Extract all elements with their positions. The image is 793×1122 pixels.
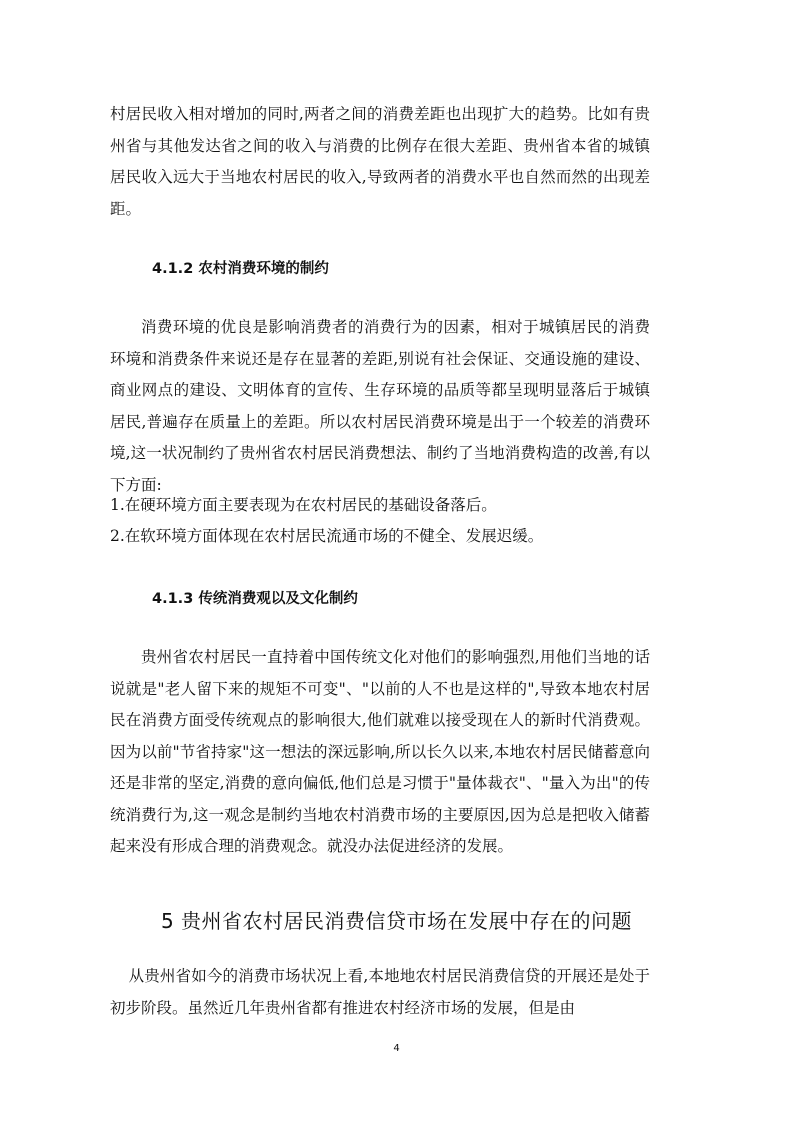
section-heading-4-1-2: 4.1.2 农村消费环境的制约 bbox=[152, 261, 329, 277]
chapter-5-paragraph: 从贵州省如今的消费市场状况上看,本地地农村居民消费信贷的开展还是处于初步阶段。虽然近几年贵州省都有推进农村经济市场的发展，但是由 bbox=[110, 967, 650, 1017]
list-item-soft-environment: 2.在软环境方面体现在农村居民流通市场的不健全、发展迟缓。 bbox=[110, 527, 544, 545]
section-heading-4-1-3: 4.1.3 传统消费观以及文化制约 bbox=[152, 591, 358, 607]
continued-paragraph: 村居民收入相对增加的同时,两者之间的消费差距也出现扩大的趋势。比如有贵州省与其他发达省之间的收入与消费的比例存在很大差距、贵州省本省的城镇居民收入远大于当地农村居民的收入,导致两者的消费水平也自然而然的出现差距。 bbox=[110, 105, 650, 218]
section-4-1-3-paragraph: 贵州省农村居民一直持着中国传统文化对他们的影响强烈,用他们当地的话说就是"老人留下来的规矩不可变"、"以前的人不也是这样的",导致本地农村居民在消费方面受传统观点的影响很大,他们就难以接受现在人的新时代消费观。因为以前"节省持家"这一想法的深远影响,所以长久以来,本地农村居民储蓄意向还是非常的坚定,消费的意向偏低,他们总是习惯于"量体裁衣"、"量入为出"的传统消费行为,这一观念是制约当地农村消费市场的主要原因,因为总是把收入储蓄起来没有形成合理的消费观念。就没办法促进经济的发展。 bbox=[110, 648, 650, 855]
chapter-5-heading: 5 贵州省农村居民消费信贷市场在发展中存在的问题 bbox=[160, 909, 633, 933]
page-number: 4 bbox=[393, 1043, 400, 1054]
list-item-hard-environment: 1.在硬环境方面主要表现为在农村居民的基础设备落后。 bbox=[110, 496, 497, 514]
section-4-1-2-paragraph: 消费环境的优良是影响消费者的消费行为的因素，相对于城镇居民的消费环境和消费条件来说还是存在显著的差距,别说有社会保证、交通设施的建设、商业网点的建设、文明体育的宣传、生存环境的品质等都呈现明显落后于城镇居民,普遍存在质量上的差距。所以农村居民消费环境是出于一个较差的消费环境,这一状况制约了贵州省农村居民消费想法、制约了当地消费构造的改善,有以下方面: bbox=[110, 318, 650, 494]
